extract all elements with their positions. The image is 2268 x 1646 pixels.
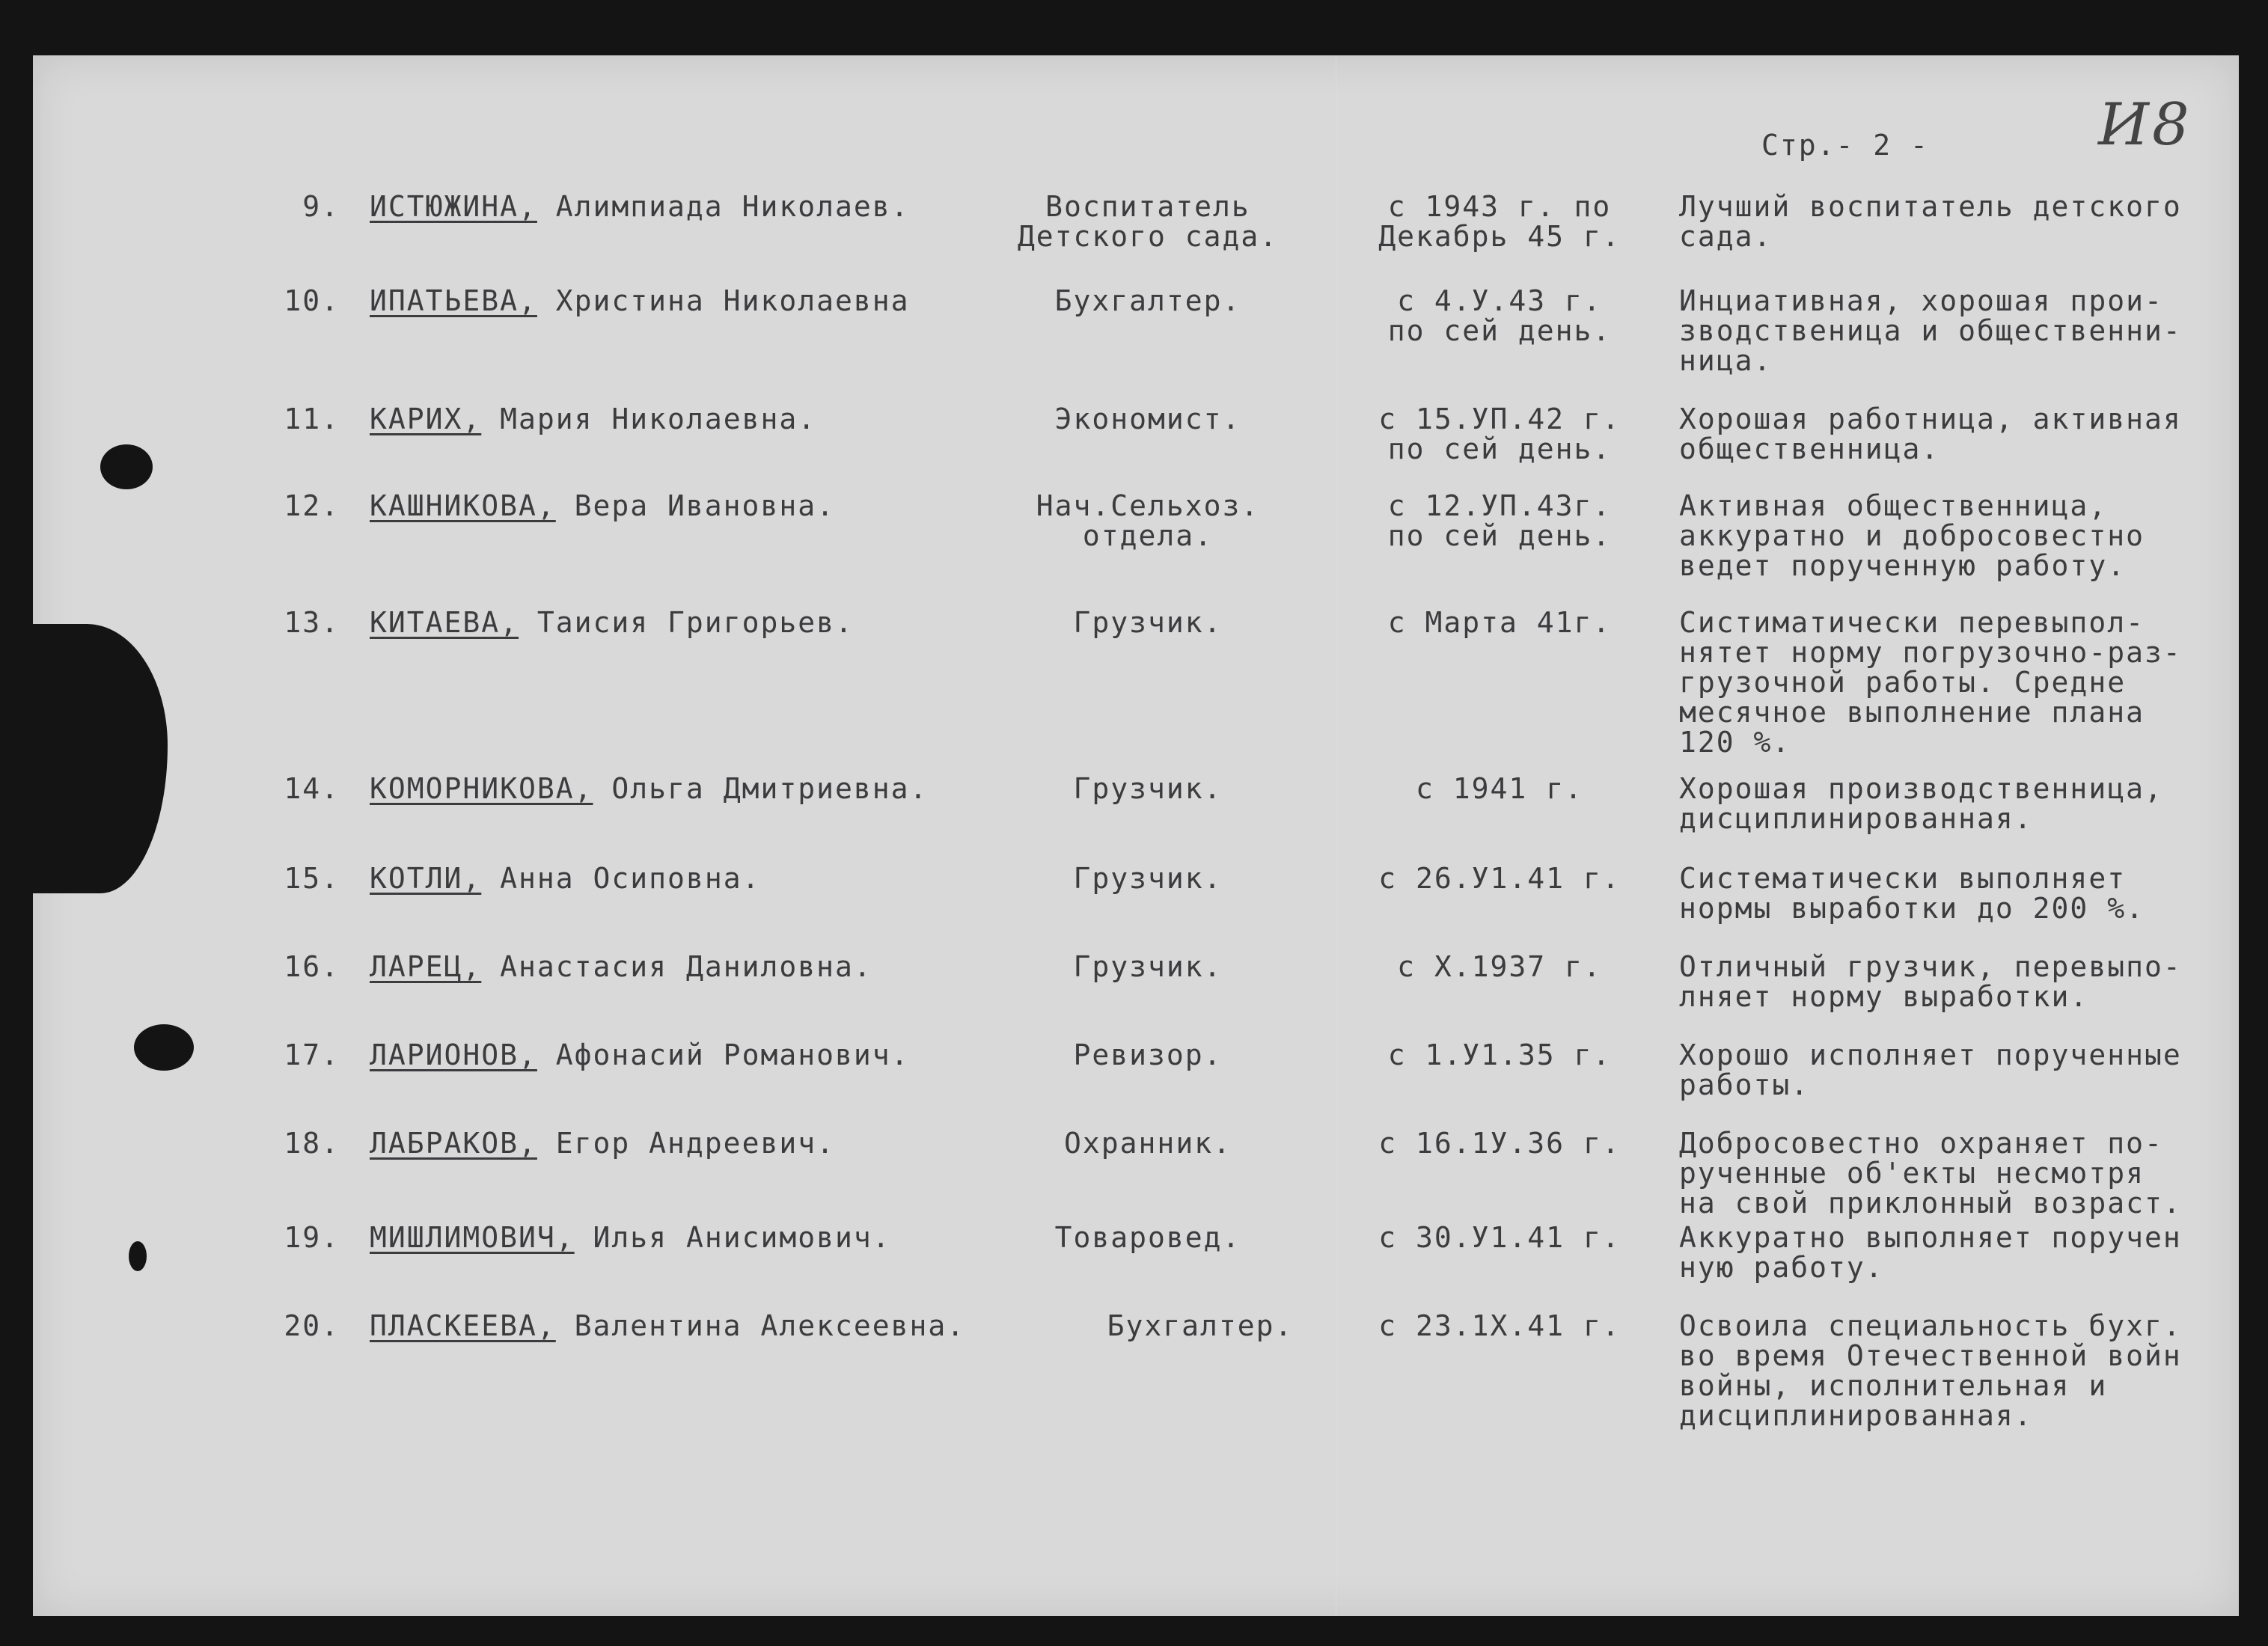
employee-surname: ИПАТЬЕВА, [370,284,537,317]
employee-surname: КИТАЕВА, [370,606,519,639]
row-number: 14. [284,772,340,805]
employee-surname: МИШЛИМОВИЧ, [370,1221,575,1254]
performance-note: Систиматически перевыпол- нятет норму погрузочно-раз- грузочной работы. Средне месячное выполнение плана 120 %. [1679,606,2182,759]
performance-note: Хорошая производственница, дисциплинированная. [1679,772,2163,835]
page-label: Стр.- 2 - [1761,129,1929,162]
employee-surname: КОТЛИ, [370,862,482,895]
employment-period: с 16.1У.36 г. [1378,1127,1621,1160]
performance-note: Систематически выполняет нормы выработки до 200 %. [1679,862,2145,925]
row-number: 20. [284,1309,340,1342]
employee-name [370,286,909,316]
performance-note: Отличный грузчик, перевыпо- лняет норму выработки. [1679,950,2182,1013]
performance-note: Добросовестно охраняет по- рученные об'екты несмотря на свой приклонный возраст. [1679,1127,2182,1220]
employee-name [370,192,909,221]
employment-period: с 1.У1.35 г. [1387,1038,1612,1071]
employee-surname: КАШНИКОВА, [370,489,556,522]
performance-note: Хорошо исполняет порученные работы. [1679,1038,2182,1101]
employee-position: Охранник. [1064,1127,1232,1160]
employee-given-names: Афонасий Романович. [537,1038,910,1071]
row-number: 17. [284,1038,340,1071]
row-number: 16. [284,950,340,983]
employee-surname: ПЛАСКЕЕВА, [370,1309,556,1342]
row-number: 11. [284,403,340,435]
employee-position: Бухгалтер. [1107,1309,1294,1342]
document-page [33,55,2239,1616]
employee-name [370,774,928,804]
handwritten-number: И8 [2098,91,2192,159]
employment-period: с 12.УП.43г. по сей день. [1387,489,1612,552]
employee-name [370,491,835,521]
employee-position: Грузчик. [1073,772,1223,805]
employee-position: Воспитатель Детского сада. [1017,190,1279,253]
employee-surname: ИСТЮЖИНА, [370,190,537,223]
row-number: 13. [284,606,340,639]
row-number: 19. [284,1221,340,1254]
employee-given-names: Егор Андреевич. [537,1127,835,1160]
employee-surname: ЛАРЕЦ, [370,950,482,983]
punch-hole [100,444,153,489]
employee-name [370,608,854,637]
performance-note: Освоила специальность бухг. во время Отечественной войн войны, исполнительная и дисциплинированная. [1679,1309,2182,1432]
row-number: 15. [284,862,340,895]
row-number: 12. [284,489,340,522]
employee-given-names: Анастасия Даниловна. [481,950,872,983]
employee-given-names: Мария Николаевна. [481,403,817,435]
employee-name [370,863,760,893]
employee-position: Грузчик. [1073,606,1223,639]
employee-name [370,404,816,434]
punch-hole [134,1024,194,1071]
employment-period: с Х.1937 г. [1397,950,1602,983]
row-number: 18. [284,1127,340,1160]
performance-note: Аккуратно выполняет поручен ную работу. [1679,1221,2182,1284]
employee-name [370,952,872,982]
row-number: 9. [302,190,340,223]
employee-position: Бухгалтер. [1054,284,1241,317]
employee-name [370,1040,909,1070]
employee-name [370,1128,835,1158]
torn-edge [33,624,168,893]
employment-period: с 26.У1.41 г. [1378,862,1621,895]
employment-period: с 30.У1.41 г. [1378,1221,1621,1254]
employment-period: с 4.У.43 г. по сей день. [1387,284,1612,347]
employee-position: Ревизор. [1073,1038,1223,1071]
punch-hole [129,1241,147,1271]
employee-surname: ЛАБРАКОВ, [370,1127,537,1160]
employee-surname: КОМОРНИКОВА, [370,772,593,805]
employee-given-names: Алимпиада Николаев. [537,190,910,223]
employment-period: с 1943 г. по Декабрь 45 г. [1378,190,1621,253]
performance-note: Лучший воспитатель детского сада. [1679,190,2182,253]
employment-period: с 23.1Х.41 г. [1378,1309,1621,1342]
employee-given-names: Валентина Алексеевна. [555,1309,966,1342]
employee-name [370,1311,965,1341]
performance-note: Инциативная, хорошая прои- зводственица и общественни- ница. [1679,284,2182,377]
employee-given-names: Вера Ивановна. [555,489,835,522]
employee-position: Нач.Сельхоз. отдела. [1036,489,1260,552]
employment-period: с 1941 г. [1416,772,1583,805]
performance-note: Активная общественница, аккуратно и добросовестно ведет порученную работу. [1679,489,2145,582]
employee-given-names: Анна Осиповна. [481,862,761,895]
employee-given-names: Илья Анисимович. [574,1221,891,1254]
employee-surname: КАРИХ, [370,403,482,435]
page-fold [1335,55,1337,1616]
employee-position: Грузчик. [1073,862,1223,895]
employment-period: с 15.УП.42 г. по сей день. [1378,403,1621,465]
employee-given-names: Христина Николаевна [537,284,910,317]
performance-note: Хорошая работница, активная общественница. [1679,403,2182,465]
employee-position: Экономист. [1054,403,1241,435]
employee-position: Грузчик. [1073,950,1223,983]
row-number: 10. [284,284,340,317]
employee-given-names: Таисия Григорьев. [519,606,854,639]
employee-position: Товаровед. [1054,1221,1241,1254]
employee-name [370,1223,891,1252]
employment-period: с Марта 41г. [1387,606,1612,639]
employee-given-names: Ольга Дмитриевна. [593,772,929,805]
employee-surname: ЛАРИОНОВ, [370,1038,537,1071]
